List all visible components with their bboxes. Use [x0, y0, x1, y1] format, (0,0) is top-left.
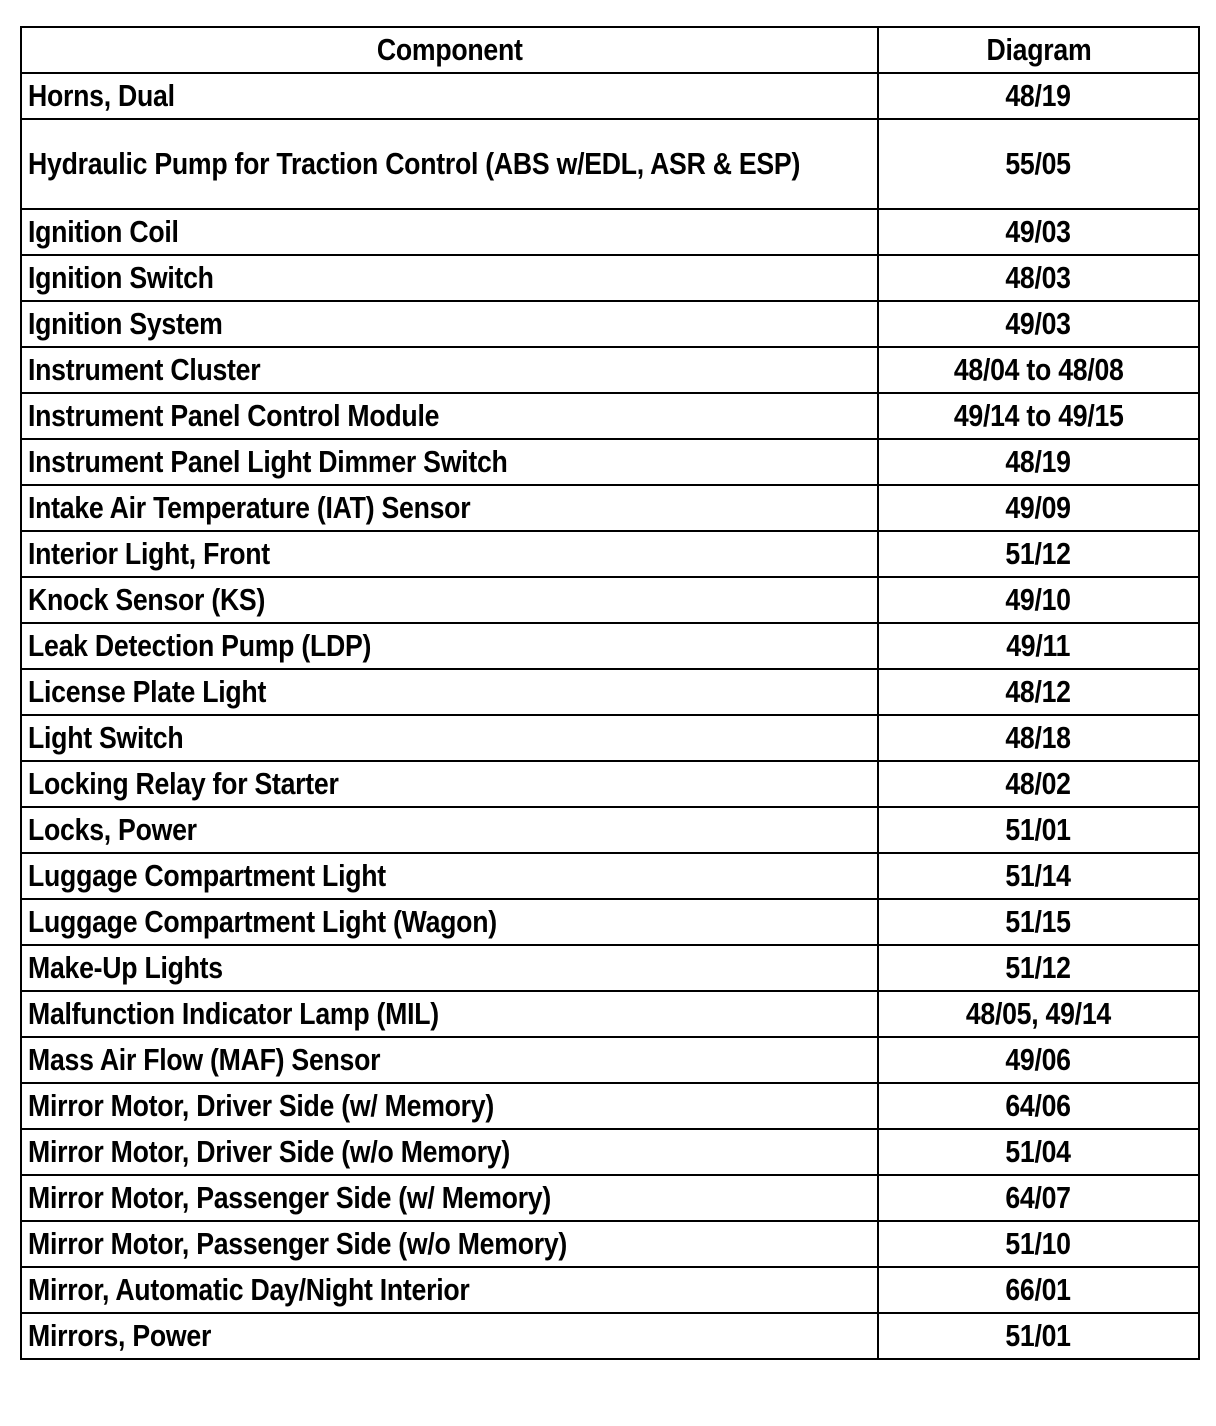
table-row: [21, 531, 1199, 577]
table-header-row: [21, 27, 1199, 73]
component-cell: Make-Up Lights: [21, 945, 878, 991]
column-header-component: Component: [21, 27, 878, 73]
component-cell: Hydraulic Pump for Traction Control (ABS w/EDL, ASR & ESP): [21, 119, 878, 209]
component-cell: Luggage Compartment Light (Wagon): [21, 899, 878, 945]
component-diagram-table: [20, 26, 1200, 1360]
diagram-cell: 49/03: [878, 209, 1199, 255]
table-row: [21, 301, 1199, 347]
diagram-cell: 66/01: [878, 1267, 1199, 1313]
diagram-cell: 48/02: [878, 761, 1199, 807]
component-cell: Instrument Cluster: [21, 347, 878, 393]
component-cell: Mirror, Automatic Day/Night Interior: [21, 1267, 878, 1313]
table-row: [21, 209, 1199, 255]
table-row: [21, 807, 1199, 853]
component-cell: Luggage Compartment Light: [21, 853, 878, 899]
component-cell: Knock Sensor (KS): [21, 577, 878, 623]
component-cell: Horns, Dual: [21, 73, 878, 119]
component-cell: Malfunction Indicator Lamp (MIL): [21, 991, 878, 1037]
column-header-diagram: Diagram: [878, 27, 1199, 73]
table-row: [21, 991, 1199, 1037]
diagram-cell: 48/04 to 48/08: [878, 347, 1199, 393]
table-row: [21, 1129, 1199, 1175]
table-row: [21, 761, 1199, 807]
table-row: [21, 623, 1199, 669]
table-row: [21, 853, 1199, 899]
diagram-cell: 49/06: [878, 1037, 1199, 1083]
component-cell: Ignition Switch: [21, 255, 878, 301]
table-row: [21, 439, 1199, 485]
table-row: [21, 347, 1199, 393]
component-cell: Ignition Coil: [21, 209, 878, 255]
component-cell: Instrument Panel Control Module: [21, 393, 878, 439]
diagram-cell: 64/06: [878, 1083, 1199, 1129]
component-cell: Leak Detection Pump (LDP): [21, 623, 878, 669]
component-cell: Mirror Motor, Passenger Side (w/o Memory): [21, 1221, 878, 1267]
table-row: [21, 73, 1199, 119]
diagram-cell: 49/09: [878, 485, 1199, 531]
component-cell: Light Switch: [21, 715, 878, 761]
diagram-cell: 48/03: [878, 255, 1199, 301]
table-row: [21, 255, 1199, 301]
diagram-cell: 48/12: [878, 669, 1199, 715]
component-cell: Instrument Panel Light Dimmer Switch: [21, 439, 878, 485]
diagram-cell: 55/05: [878, 119, 1199, 209]
component-cell: Locking Relay for Starter: [21, 761, 878, 807]
component-cell: Ignition System: [21, 301, 878, 347]
table-row: [21, 1037, 1199, 1083]
diagram-cell: 51/01: [878, 1313, 1199, 1359]
table-row: [21, 393, 1199, 439]
table-row: [21, 119, 1199, 209]
diagram-cell: 51/01: [878, 807, 1199, 853]
component-cell: Mass Air Flow (MAF) Sensor: [21, 1037, 878, 1083]
diagram-cell: 64/07: [878, 1175, 1199, 1221]
table-row: [21, 1221, 1199, 1267]
table-row: [21, 1313, 1199, 1359]
diagram-cell: 48/19: [878, 439, 1199, 485]
component-cell: Mirror Motor, Passenger Side (w/ Memory): [21, 1175, 878, 1221]
table-row: [21, 1267, 1199, 1313]
component-cell: License Plate Light: [21, 669, 878, 715]
component-cell: Locks, Power: [21, 807, 878, 853]
table-row: [21, 1175, 1199, 1221]
diagram-cell: 48/05, 49/14: [878, 991, 1199, 1037]
table-row: [21, 485, 1199, 531]
diagram-cell: 49/10: [878, 577, 1199, 623]
diagram-cell: 48/19: [878, 73, 1199, 119]
diagram-cell: 49/11: [878, 623, 1199, 669]
component-cell: Mirror Motor, Driver Side (w/o Memory): [21, 1129, 878, 1175]
diagram-cell: 51/14: [878, 853, 1199, 899]
diagram-cell: 48/18: [878, 715, 1199, 761]
table-row: [21, 669, 1199, 715]
component-cell: Intake Air Temperature (IAT) Sensor: [21, 485, 878, 531]
component-cell: Mirror Motor, Driver Side (w/ Memory): [21, 1083, 878, 1129]
component-cell: Mirrors, Power: [21, 1313, 878, 1359]
table-row: [21, 945, 1199, 991]
component-diagram-table-container: [20, 26, 1198, 1360]
diagram-cell: 51/12: [878, 945, 1199, 991]
table-row: [21, 899, 1199, 945]
diagram-cell: 51/15: [878, 899, 1199, 945]
table-row: [21, 715, 1199, 761]
component-cell: Interior Light, Front: [21, 531, 878, 577]
diagram-cell: 49/14 to 49/15: [878, 393, 1199, 439]
table-row: [21, 577, 1199, 623]
diagram-cell: 49/03: [878, 301, 1199, 347]
diagram-cell: 51/10: [878, 1221, 1199, 1267]
table-row: [21, 1083, 1199, 1129]
diagram-cell: 51/04: [878, 1129, 1199, 1175]
diagram-cell: 51/12: [878, 531, 1199, 577]
